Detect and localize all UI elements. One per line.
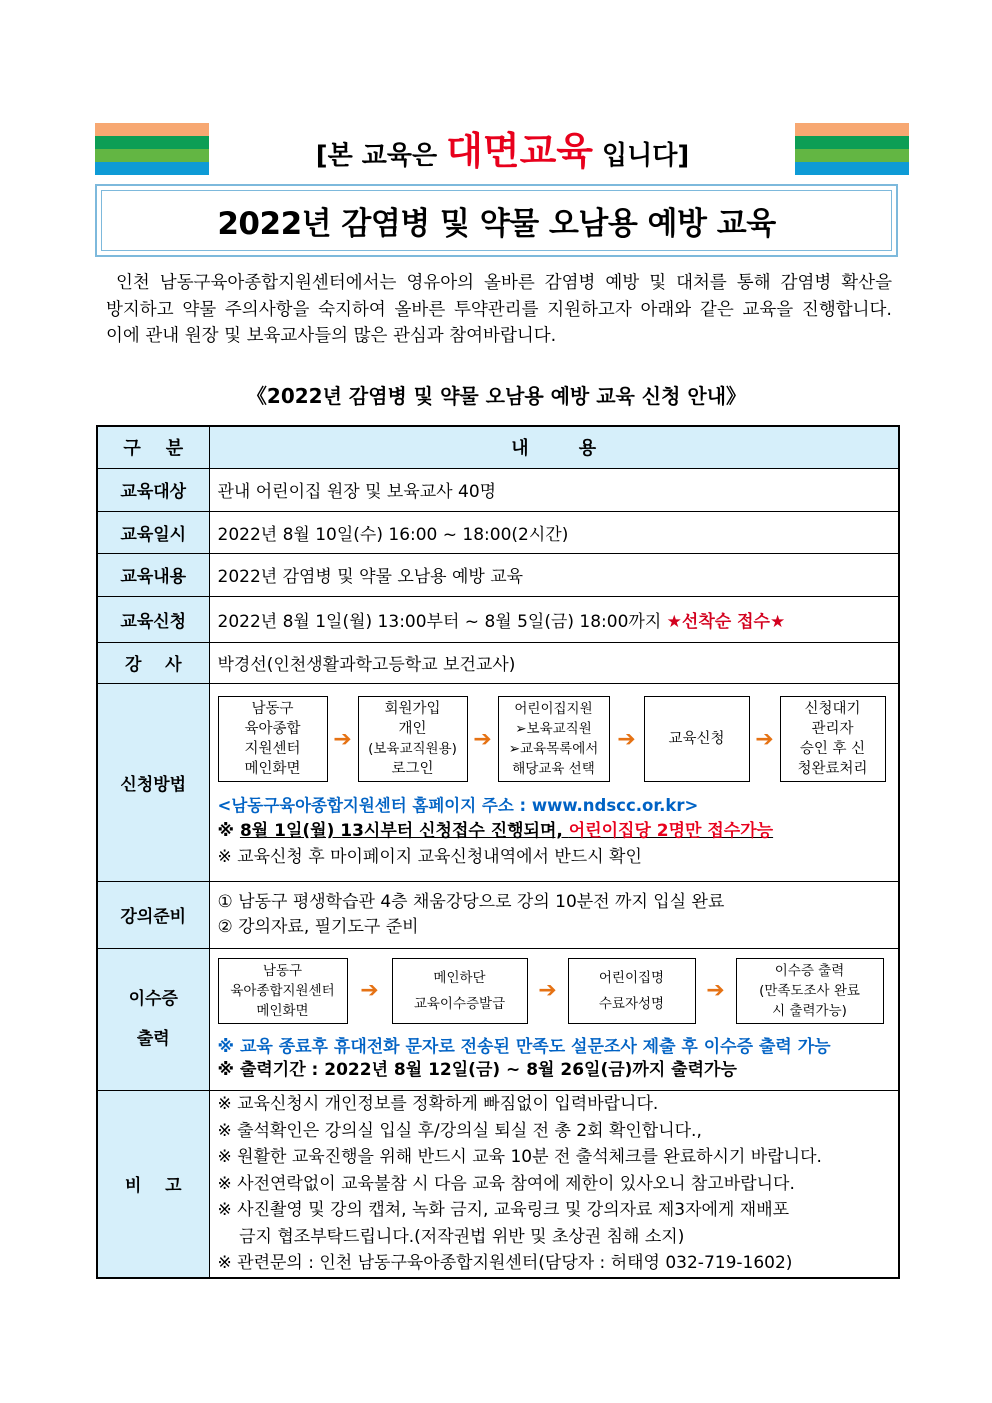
info-table (96, 425, 900, 1279)
row-value-lecturer: 박경선(인천생활과학고등학교 보건교사) (209, 642, 899, 683)
remark-item: ※ 사진촬영 및 강의 캡쳐, 녹화 금지, 교육링크 및 강의자료 제3자에게 재배포 (217, 1200, 790, 1220)
row-label-apply: 교육신청 (97, 596, 209, 642)
row-value-date: 2022년 8월 10일(수) 16:00 ~ 18:00(2시간) (209, 511, 899, 553)
prep-item: ② 강의자료, 필기도구 준비 (217, 916, 419, 937)
row-value-apply: 2022년 8월 1일(월) 13:00부터 ~ 8월 5일(금) 18:00까지 ★선착순 접수★ (209, 596, 899, 642)
table-header-row (97, 426, 899, 468)
first-come-badge: ★선착순 접수★ (666, 611, 786, 632)
title-box (95, 184, 898, 257)
table-row (97, 642, 899, 683)
cert-step-main-page: 남동구 육아종합지원센터 메인화면 (218, 958, 348, 1024)
table-row (97, 948, 899, 1090)
flow-step-login: 회원가입 개인 (보육교직원용) 로그인 (358, 696, 468, 782)
row-value-prep (209, 881, 899, 948)
remark-item: ※ 출석확인은 강의실 입실 후/강의실 퇴실 전 총 2회 확인합니다., (217, 1120, 702, 1141)
table-row (97, 468, 899, 511)
arrow-right-icon: ➔ (706, 978, 725, 1003)
remark-item: ※ 교육신청시 개인정보를 정확하게 빠짐없이 입력바랍니다. (217, 1094, 659, 1114)
flow-step-approval: 신청대기 관리자 승인 후 신 청완료처리 (780, 696, 886, 782)
row-label-prep: 강의준비 (97, 881, 209, 948)
row-value-remarks (209, 1090, 899, 1278)
remark-item: ※ 사전연락없이 교육불참 시 다음 교육 참여에 제한이 있사오니 참고바랍니다. (217, 1173, 795, 1194)
flow-step-main-page: 남동구 육아종합 지원센터 메인화면 (218, 696, 328, 782)
row-value-cert (209, 948, 899, 1090)
apply-flow (218, 696, 899, 782)
table-row (97, 683, 899, 881)
arrow-right-icon: ➔ (333, 726, 352, 752)
remark-item: 금지 협조부탁드립니다.(저작권법 위반 및 초상권 침해 소지) (217, 1226, 685, 1247)
cert-note-2: ※ 출력기간 : 2022년 8월 12일(금) ~ 8월 26일(금)까지 출력가능 (217, 1059, 737, 1080)
in-person-emphasis: 대면교육 (446, 129, 593, 173)
row-label-lecturer: 강 사 (97, 642, 209, 683)
table-row (97, 553, 899, 596)
remark-item: ※ 원활한 교육진행을 위해 반드시 교육 10분 전 출석체크를 완료하시기 바랍니다. (217, 1147, 822, 1167)
flow-step-apply: 교육신청 (644, 696, 750, 782)
arrow-right-icon: ➔ (617, 726, 636, 752)
decorative-stripes-right (795, 123, 909, 175)
table-row (97, 881, 899, 948)
intro-paragraph: 인천 남동구육아종합지원센터에서는 영유아의 올바른 감염병 예방 및 대처를 통해 감염병 확산을 방지하고 약물 주의사항을 숙지하여 올바른 투약관리를 지원하고자 아래와 같은 교육을 진행합니다. 이에 관내 원장 및 보육교사들의 많은 관심과 참여바랍니다. (106, 273, 892, 346)
cert-step-issue: 메인하단 교육이수증발급 (392, 958, 528, 1024)
cert-step-name: 어린이집명 수료자성명 (568, 958, 696, 1024)
cert-note-1: ※ 교육 종료후 휴대전화 문자로 전송된 만족도 설문조사 제출 후 이수증 출력 가능 (217, 1036, 831, 1057)
prep-item: ① 남동구 평생학습관 4층 채움강당으로 강의 10분전 까지 입실 완료 (217, 891, 725, 912)
row-label-remarks: 비 고 (97, 1090, 209, 1278)
table-row (97, 596, 899, 642)
arrow-right-icon: ➔ (360, 978, 379, 1003)
cert-flow (218, 958, 899, 1024)
page-title: 2022년 감염병 및 약물 오남용 예방 교육 (217, 206, 776, 242)
homepage-address: <남동구육아종합지원센터 홈페이지 주소 : www.ndscc.or.kr> (217, 796, 699, 815)
arrow-right-icon: ➔ (538, 978, 557, 1003)
cert-step-print: 이수증 출력 (만족도조사 완료 시 출력가능) (736, 958, 884, 1024)
apply-note-1: ※ 8월 1일(월) 13시부터 신청접수 진행되며, 어린이집당 2명만 접수가능 (217, 821, 774, 841)
row-label-date: 교육일시 (97, 511, 209, 553)
decorative-stripes-left (95, 123, 209, 175)
row-value-content: 2022년 감염병 및 약물 오남용 예방 교육 (209, 553, 899, 596)
table-row (97, 511, 899, 553)
section-subtitle: 《2022년 감염병 및 약물 오남용 예방 교육 신청 안내》 (246, 384, 747, 408)
row-value-method (209, 683, 899, 881)
table-row (97, 1090, 899, 1278)
in-person-notice: [본 교육은 대면교육 입니다] (315, 129, 690, 173)
arrow-right-icon: ➔ (473, 726, 492, 752)
arrow-right-icon: ➔ (755, 726, 774, 752)
remark-item: ※ 관련문의 : 인천 남동구육아종합지원센터(담당자 : 허태영 032-719-1602) (217, 1253, 793, 1273)
row-label-cert: 이수증 출력 (97, 948, 209, 1090)
row-value-target: 관내 어린이집 원장 및 보육교사 40명 (209, 468, 899, 511)
row-label-content: 교육내용 (97, 553, 209, 596)
flow-step-select-course: 어린이집지원 ➢보육교직원 ➢교육목록에서 해당교육 선택 (498, 696, 610, 782)
header-category: 구 분 (97, 426, 209, 468)
row-label-method: 신청방법 (97, 683, 209, 881)
apply-note-2: ※ 교육신청 후 마이페이지 교육신청내역에서 반드시 확인 (217, 847, 642, 867)
row-label-target: 교육대상 (97, 468, 209, 511)
header-content: 내 용 (209, 426, 899, 468)
